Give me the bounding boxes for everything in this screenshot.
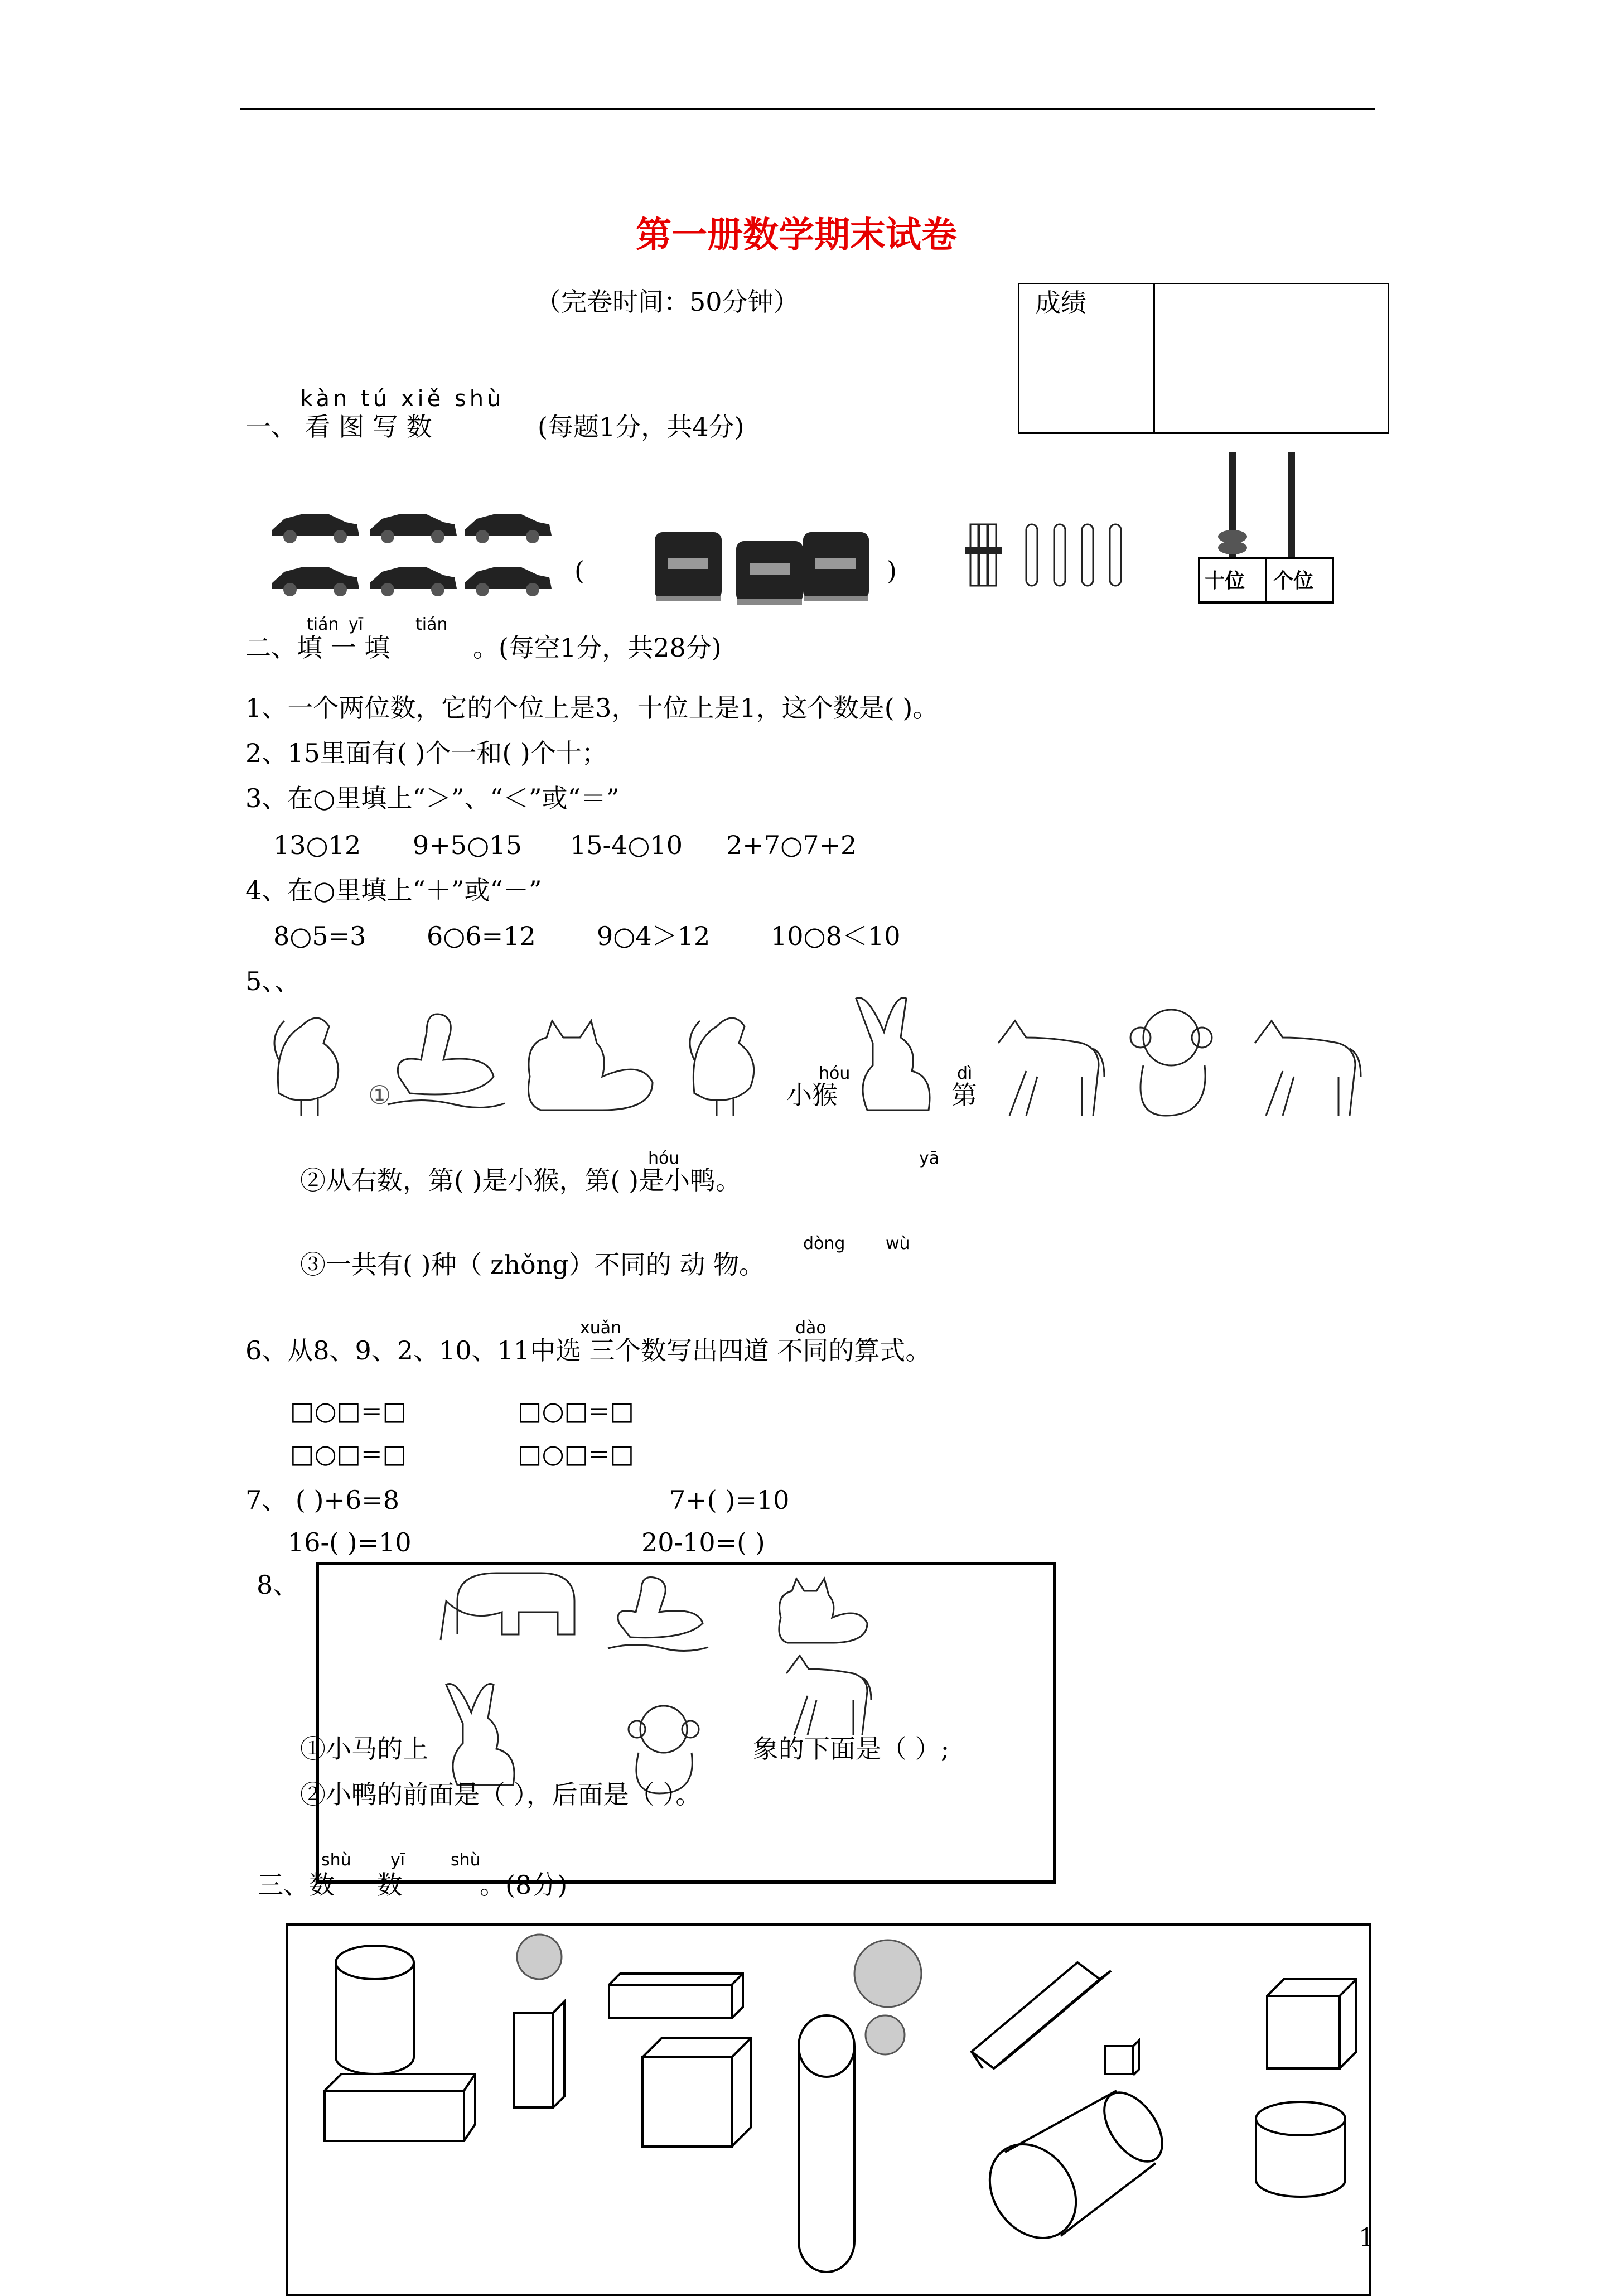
q5-fragment-3: 第 [951,1080,977,1110]
q8-animals-image [435,1567,926,1802]
ink-bottle-icon [736,541,803,605]
q6-formula-blank: □○□=□ [518,1396,635,1426]
page-title: 第一册数学期末试卷 [636,214,957,256]
question-4: 4、在○里填上“＋”或“－” [245,875,542,905]
question-5-2: ②从右数，第( )是小猴，第( )是小鸭。 [300,1165,742,1195]
section3-pinyin-2: yī [390,1850,405,1870]
q4-item: 8○5=3 [273,921,366,951]
page-number: 1 [1359,2222,1375,2252]
question-8: 8、 [257,1570,299,1600]
question-1: 1、一个两位数，它的个位上是3，十位上是1，这个数是( )。 [245,693,939,723]
q6-formula-blank: □○□=□ [518,1439,635,1469]
q5-fragment-1: ① [368,1080,392,1110]
car-icon [272,514,359,543]
cat-icon [779,1579,867,1643]
question-7d: 20-10=( ) [641,1527,765,1557]
cylinder-icon [336,1946,414,2074]
q5-3-pinyin-wu: wù [886,1234,910,1253]
section2-pinyin-3: tián [415,615,448,634]
question-5-3: ③一共有( )种（ zhǒng）不同的 动 物。 [300,1250,765,1280]
rooster-icon [274,1018,339,1116]
horse-icon [1255,1021,1361,1116]
question-8-1b: 象的下面是（ ）; [753,1734,950,1764]
question-2: 2、15里面有( )个一和( )个十； [245,738,607,768]
question-3: 3、在○里填上“＞”、“＜”或“＝” [245,783,620,813]
q3-item: 9+5○15 [413,830,522,860]
sphere-icon [866,2015,905,2054]
abacus-bead [1218,530,1247,543]
section3-pinyin-1: shù [321,1850,351,1870]
sphere-icon [517,1935,562,1979]
ink-bottles-image [653,524,876,608]
horse-icon [998,1021,1104,1116]
answer-paren-close: ) [887,556,897,586]
cylinder-icon [1256,2102,1345,2197]
q6-pinyin-xuan: xuǎn [580,1318,622,1338]
score-label: 成绩 [1035,288,1086,318]
car-icon [272,567,359,596]
cube-icon [642,2038,751,2147]
section2-points: 。(每空1分，共28分) [473,633,722,663]
cuboid-icon [514,2001,564,2107]
cuboid-icon [609,1974,743,2018]
section1-heading: 一、 看 图 写 数 [245,412,432,442]
stick-icon [1082,524,1093,586]
duck-icon [388,1014,505,1108]
section2-heading: 二、填 一 填 [245,633,390,663]
header-rule [240,108,1375,110]
cars-image [268,502,558,602]
section1-pinyin: kàn tú xiě shù [300,386,505,412]
stick-icon [1110,524,1121,586]
q6-formula-blank: □○□=□ [290,1439,407,1469]
rooster-icon [690,1018,754,1116]
rabbit-icon [856,998,930,1110]
section2-pinyin-1: tián [307,615,339,634]
question-7c: 16-( )=10 [288,1527,412,1557]
abacus-ones-label: 个位 [1273,569,1314,592]
q6-formula-blank: □○□=□ [290,1396,407,1426]
section3-points: 。(8分) [480,1870,568,1900]
ones-rod [1288,452,1295,558]
q5-fragment-2: 小猴 [786,1080,838,1110]
question-6: 6、从8、9、2、10、11中选 三个数写出四道 不同的算式。 [245,1335,931,1366]
q5-fragment-pinyin-2: dì [957,1064,973,1083]
q5-2-pinyin-ya: yā [919,1149,940,1168]
stick-icon [1026,524,1037,586]
section2-pinyin-2: yī [349,615,364,634]
rabbit-icon [446,1684,514,1785]
abacus-tens-label: 十位 [1205,569,1245,592]
score-box [1018,283,1389,434]
car-icon [370,567,457,596]
cat-icon [529,1021,653,1110]
answer-paren-open: ( [574,556,584,586]
question-8-2: ②小鸭的前面是（ ），后面是（ ）。 [300,1779,702,1810]
q5-3-pinyin-dong: dòng [803,1234,845,1253]
monkey-icon [1130,1010,1212,1116]
question-7b: 7+( )=10 [669,1485,790,1515]
ink-bottle-icon [655,532,722,601]
cuboid-icon [972,1962,1111,2068]
score-box-divider [1153,284,1155,432]
section3-heading: 三、数 一 数 [258,1870,403,1900]
q6-pinyin-dao: dào [795,1318,827,1338]
cube-icon [1267,1979,1356,2068]
q3-item: 2+7○7+2 [726,830,857,860]
shapes-image [286,1923,1366,2280]
cylinder-icon [799,2015,854,2272]
question-5: 5、、 [245,966,301,996]
q4-item: 9○4＞12 [597,921,711,951]
section1-points: (每题1分，共4分) [538,412,745,442]
question-7a: 7、 ( )+6=8 [245,1485,400,1515]
cuboid-icon [325,2074,475,2141]
q3-item: 13○12 [273,830,361,860]
sphere-icon [854,1940,921,2007]
duck-icon [608,1578,708,1651]
question-8-1: ①小马的上 [300,1734,428,1764]
stick-bundle-icon [965,524,1002,586]
car-icon [465,567,552,596]
sticks-image [954,519,1132,602]
ink-bottle-icon [803,532,869,601]
q4-item: 10○8＜10 [771,921,901,951]
time-note: （完卷时间：50分钟） [535,287,799,317]
cube-icon [1105,2041,1139,2075]
cylinder-icon [972,2082,1174,2255]
q3-item: 15-4○10 [570,830,683,860]
q4-item: 6○6=12 [427,921,536,951]
elephant-icon [441,1573,574,1640]
stick-icon [1054,524,1065,586]
q5-2-pinyin-hou: hóu [648,1149,680,1168]
horse-icon [786,1656,871,1735]
section3-pinyin-3: shù [451,1850,481,1870]
car-icon [465,514,552,543]
car-icon [370,514,457,543]
q5-fragment-pinyin: hóu [819,1064,851,1083]
